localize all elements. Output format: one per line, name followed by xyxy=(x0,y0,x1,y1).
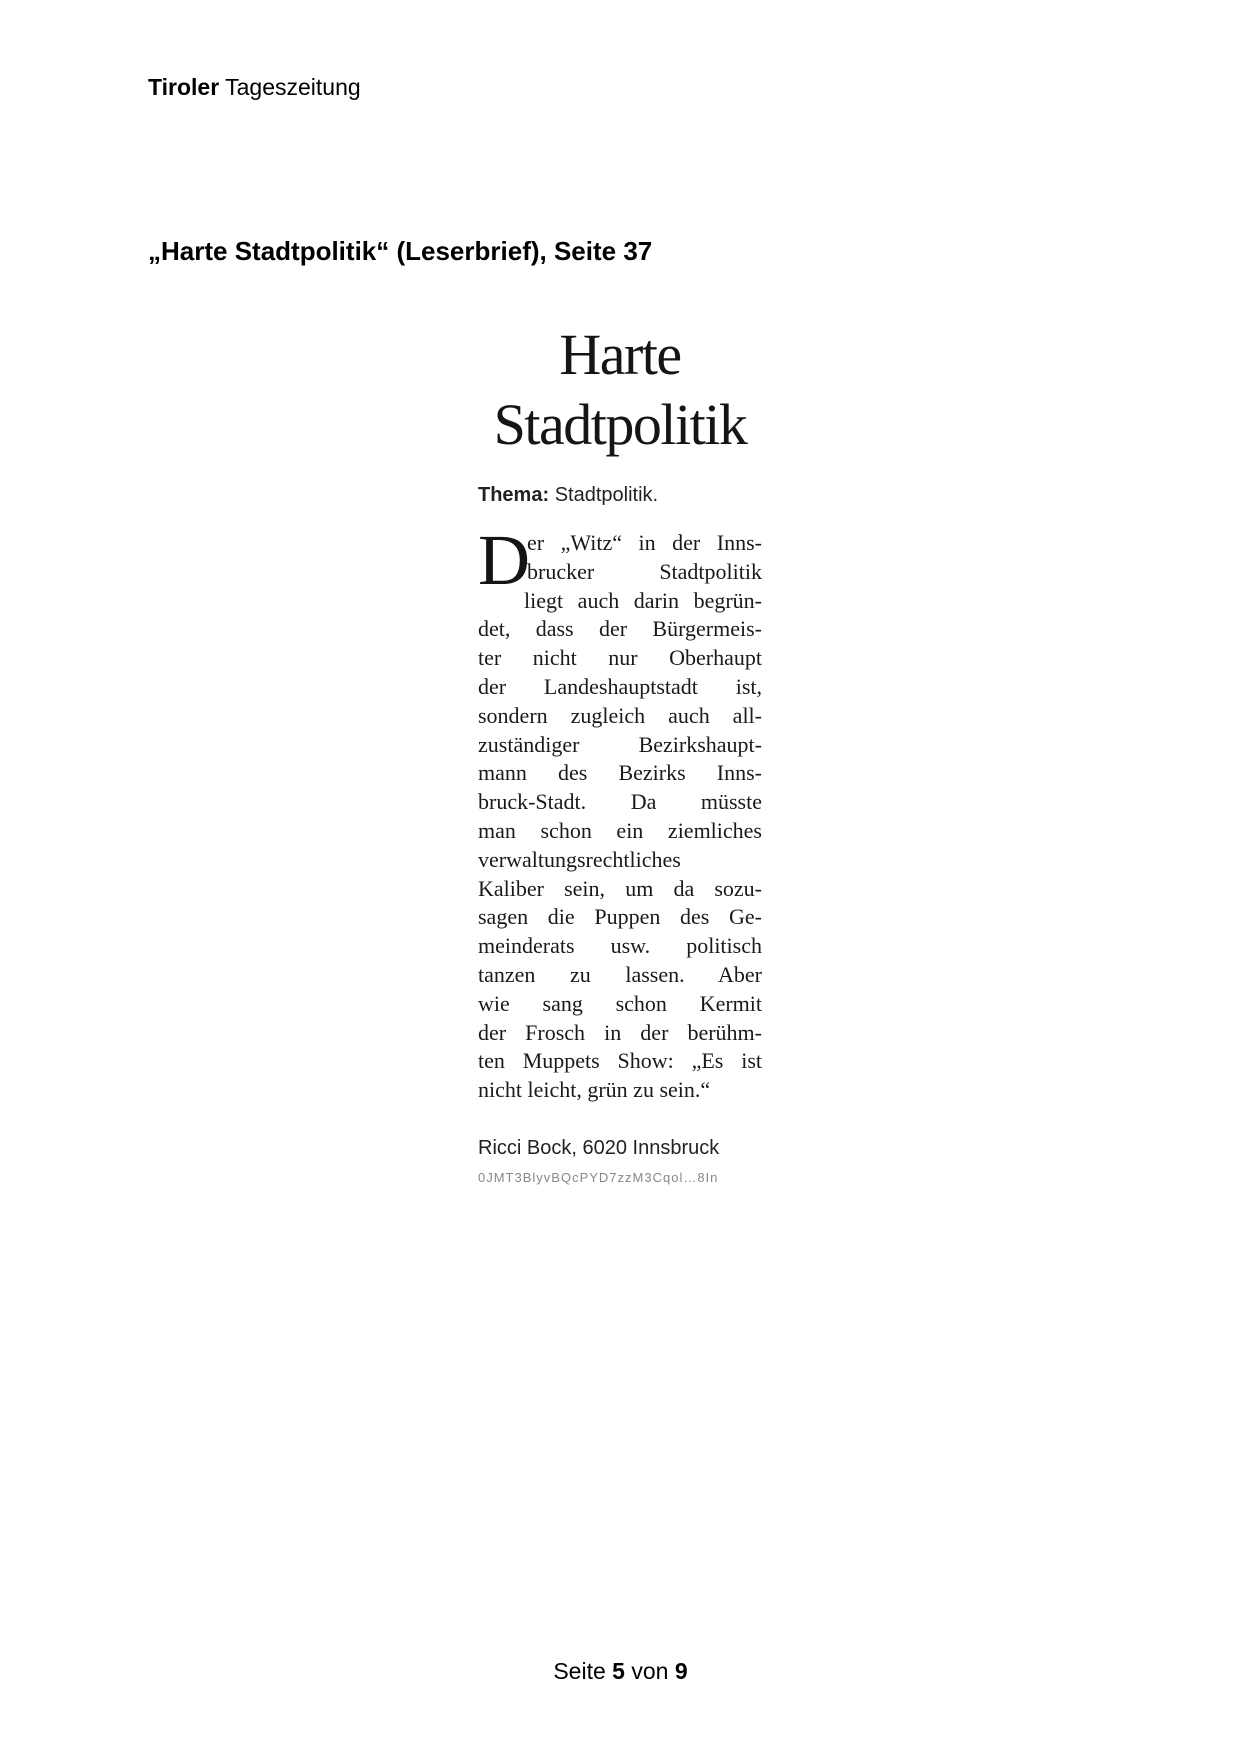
body-line: nicht leicht, grün zu sein.“ xyxy=(478,1077,711,1103)
page-prefix: Seite xyxy=(553,1658,606,1684)
body-line: er „Witz“ in der Inns- xyxy=(527,530,762,555)
clipping-title-line-2: Stadtpolitik xyxy=(493,392,747,457)
page-number xyxy=(0,1656,1241,1686)
publication-name xyxy=(148,72,361,102)
body-line: verwaltungsrechtliches xyxy=(478,846,681,872)
body-line: der Landeshauptstadt ist, xyxy=(478,673,762,699)
body-line: liegt auch darin begrün- xyxy=(524,587,762,613)
body-line: sagen die Puppen des Ge- xyxy=(478,904,762,930)
page-middle: von xyxy=(631,1658,669,1684)
body-line: bruck-Stadt. Da müsste xyxy=(478,789,762,815)
body-line: der Frosch in der berühm- xyxy=(478,1019,762,1045)
theme-value: Stadtpolitik. xyxy=(554,484,659,506)
body-line: det, dass der Bürgermeis- xyxy=(478,616,762,642)
body-line: brucker Stadtpolitik xyxy=(527,558,762,584)
drop-cap: D xyxy=(478,520,530,600)
theme-label: Thema: xyxy=(478,484,550,506)
body-line: sondern zugleich auch all- xyxy=(478,702,762,728)
clipping-author: Ricci Bock, 6020 Innsbruck xyxy=(478,1136,720,1159)
clipping-code-line: 0JMT3BlyvBQcPYD7zzM3Cqol…8In xyxy=(478,1169,719,1185)
body-line: Kaliber sein, um da sozu- xyxy=(478,875,762,901)
clipping-theme xyxy=(478,482,762,508)
body-line: meinderats usw. politisch xyxy=(478,933,762,959)
clipping-title-line-1: Harte xyxy=(559,322,681,387)
body-line: ten Muppets Show: „Es ist xyxy=(478,1048,762,1074)
publication-name-rest: Tageszeitung xyxy=(225,74,361,100)
body-line: mann des Bezirks Inns- xyxy=(478,760,762,786)
body-line: man schon ein ziemliches xyxy=(478,817,762,843)
document-heading: „Harte Stadtpolitik“ (Leserbrief), Seite 37 xyxy=(148,236,653,266)
newspaper-clipping xyxy=(478,320,762,1186)
body-line: ter nicht nur Oberhaupt xyxy=(478,645,762,671)
publication-name-bold: Tiroler xyxy=(148,74,220,100)
body-line: wie sang schon Kermit xyxy=(478,990,762,1016)
body-line: zuständiger Bezirkshaupt- xyxy=(478,731,762,757)
body-line: tanzen zu lassen. Aber xyxy=(478,961,762,987)
clipping-body xyxy=(478,520,762,1105)
page-current: 5 xyxy=(612,1658,625,1684)
clipping-title xyxy=(478,320,762,460)
page-total: 9 xyxy=(674,1658,688,1684)
